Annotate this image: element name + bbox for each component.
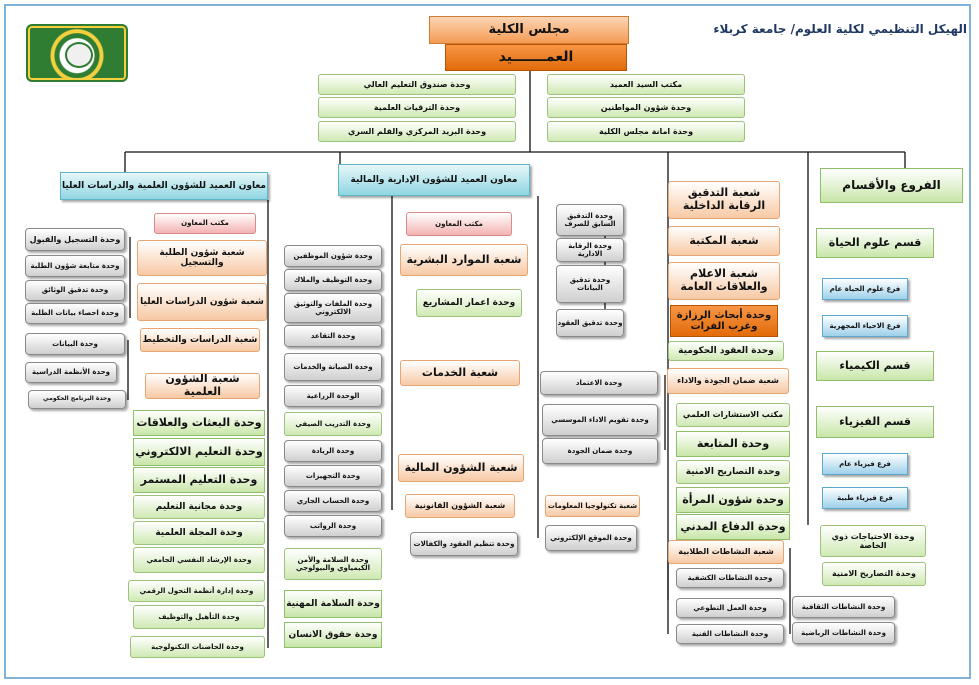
mid-unit-culture[interactable]: وحدة النشاطات الثقافية — [792, 596, 895, 618]
admin-unit-supplies[interactable]: وحدة التجهيزات — [284, 465, 382, 487]
branch-medical-physics[interactable]: فرع فيزياء طبية — [822, 487, 908, 509]
dean-unit-promotions[interactable]: وحدة الترقيات العلمية — [318, 97, 516, 118]
council-box[interactable]: مجلس الكلية — [429, 16, 629, 44]
sci-unit-digital-transformation[interactable]: وحدة إدارة أنظمة التحول الرقمي — [128, 580, 265, 602]
admin-unit-retirement[interactable]: وحدة التقاعد — [284, 325, 382, 347]
admin-assistant-box[interactable]: معاون العميد للشؤون الإدارية والمالية — [338, 164, 530, 196]
sci-unit-missions[interactable]: وحدة البعثات والعلاقات — [133, 410, 265, 436]
dept-biology[interactable]: قسم علوم الحياة — [816, 228, 934, 258]
dean-box[interactable]: العمـــــــيد — [445, 44, 627, 71]
sci-planning-section[interactable]: شعبة الدراسات والتخطيط — [140, 328, 260, 352]
unit-security-permits[interactable]: وحدة التصاريح الامنية — [822, 562, 926, 586]
sci-unit-study-systems[interactable]: وحدة الأنظمة الدراسية — [25, 362, 117, 383]
admin-unit-current-account[interactable]: وحدة الحساب الجاري — [284, 490, 382, 512]
mid-followup-unit[interactable]: وحدة المتابعة — [676, 431, 790, 457]
page-title: الهيكل التنظيمي لكلية العلوم/ جامعة كربلاء — [713, 22, 967, 36]
mid-consulting-office[interactable]: مكتب الاستشارات العلمي — [676, 403, 790, 427]
sci-unit-incubators[interactable]: وحدة الحاضنات التكنولوجية — [130, 636, 265, 658]
sci-students-section[interactable]: شعبة شؤون الطلبة والتسجيل — [137, 240, 267, 276]
mid-unit-sports[interactable]: وحدة النشاطات الرياضية — [792, 622, 895, 644]
sci-unit-elearning[interactable]: وحدة التعليم الالكتروني — [133, 438, 265, 466]
sci-unit-gov-program[interactable]: وحدة البرنامج الحكومي — [28, 390, 126, 409]
mid-unit-contracts-audit[interactable]: وحدة تدقيق العقود — [556, 309, 624, 337]
dept-physics[interactable]: قسم الفيزياء — [816, 406, 934, 438]
dean-unit-council-secretariat[interactable]: وحدة امانة مجلس الكلية — [547, 121, 745, 142]
mid-unit-quality-assurance[interactable]: وحدة ضمان الجودة — [542, 438, 658, 464]
sci-unit-counseling[interactable]: وحدة الإرشاد النفسي الجامعي — [133, 547, 265, 573]
scientific-assistant-box[interactable]: معاون العميد للشؤون العلمية والدراسات العليا — [60, 172, 268, 200]
dept-chemistry[interactable]: قسم الكيمياء — [816, 351, 934, 381]
mid-library-section[interactable]: شعبة المكتبة — [668, 226, 780, 256]
admin-services-section[interactable]: شعبة الخدمات — [400, 360, 520, 386]
sci-unit-continuing-education[interactable]: وحدة التعليم المستمر — [133, 467, 265, 493]
mid-unit-admin-control[interactable]: وحدة الرقابة الادارية — [556, 238, 624, 262]
branch-microbiology[interactable]: فرع الاحياء المجهرية — [822, 315, 908, 337]
admin-legal-section[interactable]: شعبة الشؤون القانونية — [405, 494, 515, 518]
sci-unit-documents[interactable]: وحدة تدقيق الوثائق — [25, 280, 125, 301]
sci-assistant-office[interactable]: مكتب المعاون — [154, 213, 256, 234]
emblem-icon — [65, 42, 93, 68]
mid-activities-section[interactable]: شعبة النشاطات الطلابية — [668, 540, 784, 564]
college-logo — [26, 24, 128, 82]
unit-special-needs[interactable]: وحدة الاحتياجات ذوي الخاصة — [820, 525, 926, 557]
admin-unit-summer-training[interactable]: وحدة التدريب الصيفي — [284, 412, 382, 436]
admin-unit-salaries[interactable]: وحدة الرواتب — [284, 515, 382, 537]
sci-grad-section[interactable]: شعبة شؤون الدراسات العليا — [137, 283, 267, 321]
mid-gov-contracts-unit[interactable]: وحدة العقود الحكومية — [668, 341, 784, 361]
branches-box[interactable]: الفروع والأقسام — [820, 168, 963, 203]
admin-hr-section[interactable]: شعبة الموارد البشرية — [400, 244, 528, 276]
branch-general-biology[interactable]: فرع علوم الحياة عام — [822, 278, 908, 300]
mid-unit-arts[interactable]: وحدة النشاطات الفنية — [676, 624, 784, 644]
admin-assistant-office[interactable]: مكتب المعاون — [406, 212, 512, 236]
mid-unit-institutional-eval[interactable]: وحدة تقويم الاداء الموسسي — [542, 404, 658, 436]
admin-unit-maintenance[interactable]: وحدة الصيانة والخدمات — [284, 353, 382, 381]
admin-unit-chem-bio-safety[interactable]: وحدة السلامة والأمن الكيمياوي والبيولوجي — [284, 548, 382, 580]
mid-permits-unit[interactable]: وحدة التصاريح الامنية — [676, 460, 790, 484]
dean-unit-mail[interactable]: وحدة البريد المركزي والقلم السري — [318, 121, 516, 142]
mid-civil-defense-unit[interactable]: وحدة الدفاع المدني — [676, 514, 790, 540]
sci-affairs-section[interactable]: شعبة الشؤون العلمية — [145, 373, 260, 399]
mid-unit-data-audit[interactable]: وحدة تدقيق البيانات — [556, 265, 624, 303]
admin-unit-staff[interactable]: وحدة شؤون الموظفين — [284, 245, 382, 267]
dean-unit-fund[interactable]: وحدة صندوق التعليم العالي — [318, 74, 516, 95]
sci-unit-free-education[interactable]: وحدة مجانية التعليم — [133, 495, 265, 519]
mid-unit-volunteering[interactable]: وحدة العمل التطوعي — [676, 598, 784, 618]
sci-unit-students-followup[interactable]: وحدة متابعة شؤون الطلبة — [25, 255, 125, 277]
admin-unit-human-rights[interactable]: وحدة حقوق الانسان — [284, 622, 382, 648]
sci-unit-journal[interactable]: وحدة المجلة العلمية — [133, 521, 265, 545]
admin-unit-projects[interactable]: وحدة اعمار المشاريع — [416, 289, 522, 317]
branch-general-physics[interactable]: فرع فيزياء عام — [822, 453, 908, 475]
mid-quality-section[interactable]: شعبة ضمان الجودة والاداء — [667, 368, 789, 394]
sci-unit-registration[interactable]: وحدة التسجيل والقبول — [25, 228, 125, 251]
mid-unit-pre-audit[interactable]: وحدة التدقيق السابق للصرف — [556, 204, 624, 236]
mid-unit-scouts[interactable]: وحدة النشاطات الكشفية — [676, 568, 784, 588]
admin-unit-files[interactable]: وحدة الملفات والتوثيق الالكتروني — [284, 293, 382, 323]
mid-audit-section[interactable]: شعبة التدقيق الرقابة الداخلية — [668, 181, 780, 219]
admin-unit-recruitment[interactable]: وحدة التوظيف والملاك — [284, 269, 382, 291]
sci-unit-employment[interactable]: وحدة التأهيل والتوظيف — [133, 605, 265, 629]
mid-unit-website[interactable]: وحدة الموقع الإلكتروني — [545, 525, 637, 551]
mid-it-section[interactable]: شعبة تكنولوجيا المعلومات — [545, 495, 640, 517]
admin-finance-section[interactable]: شعبة الشؤون المالية — [398, 454, 524, 482]
admin-unit-agriculture[interactable]: الوحدة الزراعية — [284, 385, 382, 407]
dean-unit-citizens[interactable]: وحدة شؤون المواطنين — [547, 97, 745, 118]
sci-unit-statistics[interactable]: وحدة احصاء بيانات الطلبة — [25, 303, 125, 324]
sci-unit-data[interactable]: وحدة البيانات — [25, 333, 125, 355]
admin-unit-entrepreneurship[interactable]: وحدة الريادة — [284, 440, 382, 462]
admin-unit-contracts[interactable]: وحدة تنظيم العقود والكفالات — [410, 532, 518, 556]
mid-media-section[interactable]: شعبة الاعلام والعلاقات العامة — [668, 262, 780, 300]
admin-unit-occupational-safety[interactable]: وحدة السلامة المهنية — [284, 590, 382, 618]
mid-women-unit[interactable]: وحدة شؤون المرأة — [676, 487, 790, 513]
mid-research-unit[interactable]: وحدة أبحاث الرزازة وغرب الفرات — [670, 305, 778, 337]
mid-unit-accreditation[interactable]: وحدة الاعتماد — [540, 371, 658, 395]
dean-office[interactable]: مكتب السيد العميد — [547, 74, 745, 95]
